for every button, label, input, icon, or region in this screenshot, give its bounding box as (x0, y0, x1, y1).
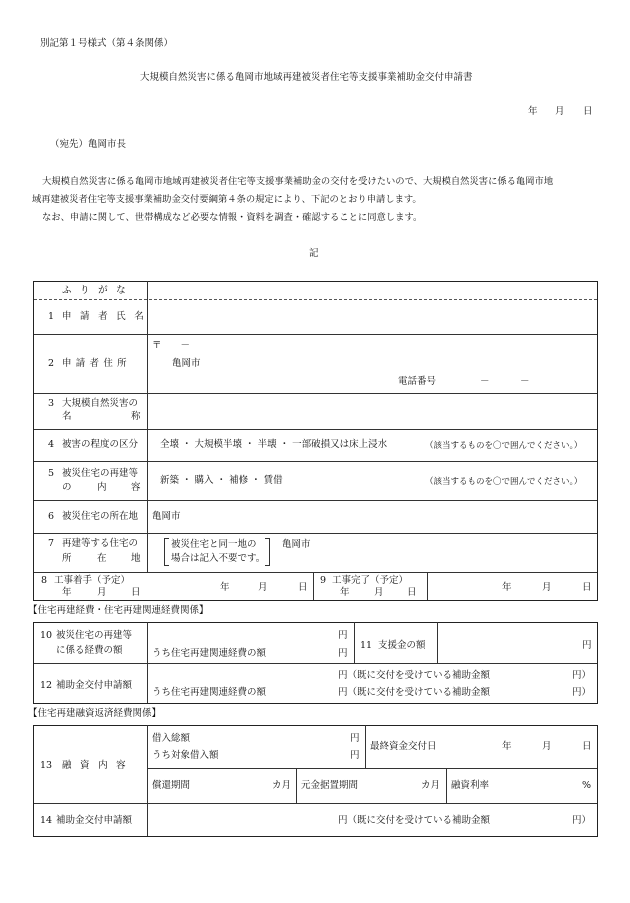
final-disbursement-label: 最終資金交付日 (370, 741, 437, 752)
loan-content-label: 融資内容 (62, 760, 135, 771)
loan-total-label: 借入総額 (152, 733, 191, 744)
postal-code: 〒 － (152, 340, 191, 351)
interest-rate-label: 融資利率 (451, 780, 490, 791)
paragraph-1-line-1: 大規模自然災害に係る亀岡市地域再建被災者住宅等支援事業補助金の交付を受けたいので、大規模自然災害に係る亀岡市地 (42, 176, 554, 187)
address-city: 亀岡市 (172, 358, 201, 369)
loan-target-label: うち対象借入額 (152, 750, 219, 761)
applicant-address-label: 申請者住所 (62, 358, 131, 369)
construction-end-label: 工事完了（予定） (332, 575, 409, 586)
subsidy-request-label: 補助金交付申請額 (56, 680, 133, 691)
damaged-house-location-label: 被災住宅の所在地 (62, 511, 139, 522)
document-title: 大規模自然災害に係る亀岡市地域再建被災者住宅等支援事業補助金交付申請書 (140, 72, 473, 83)
rebuild-location-value: 亀岡市 (282, 539, 311, 550)
repayment-period-label: 償還期間 (152, 780, 191, 791)
ki-mark: 記 (309, 248, 319, 259)
form-number: 別記第１号様式（第４条関係） (40, 38, 174, 49)
section-heading-rebuild-costs: 【住宅再建経費・住宅再建関連経費関係】 (28, 605, 209, 616)
damage-level-label: 被害の程度の区分 (62, 439, 139, 450)
rebuild-content-label: 被災住宅の再建等 (62, 468, 139, 479)
section-heading-loan-costs: 【住宅再建融資返済経費関係】 (28, 708, 162, 719)
date-month: 月 (555, 106, 565, 117)
date-day: 日 (583, 106, 593, 117)
construction-start-label: 工事着手（予定） (54, 575, 131, 586)
rebuild-location-label: 再建等する住宅の (62, 538, 139, 549)
paragraph-1-line-2: 域再建被災者住宅等支援事業補助金交付要綱第４条の規定により、下記のとおり申請します。 (32, 194, 422, 205)
applicant-name-label: 申請者氏名 (62, 311, 153, 322)
support-amount-label: 支援金の額 (378, 640, 426, 651)
rebuild-content-options: 新築 ・ 購入 ・ 補修 ・ 賃借 (160, 475, 283, 486)
loan-subsidy-request-label: 補助金交付申請額 (56, 815, 133, 826)
damage-level-options: 全壊 ・ 大規模半壊 ・ 半壊 ・ 一部破損又は床上浸水 (160, 439, 388, 450)
furigana-label: ふりがな (62, 285, 135, 296)
date-year: 年 (528, 106, 538, 117)
phone-label: 電話番号 (398, 376, 437, 387)
rebuild-cost-label: 被災住宅の再建等 (56, 630, 133, 641)
paragraph-2: なお、申請に関して、世帯構成など必要な情報・資料を調査・確認することに同意します。 (42, 212, 423, 223)
grace-period-label: 元金据置期間 (301, 780, 359, 791)
disaster-name-label: 大規模自然災害の (62, 398, 139, 409)
damaged-house-location-value: 亀岡市 (152, 511, 181, 522)
addressee: （宛先）亀岡市長 (50, 139, 127, 150)
